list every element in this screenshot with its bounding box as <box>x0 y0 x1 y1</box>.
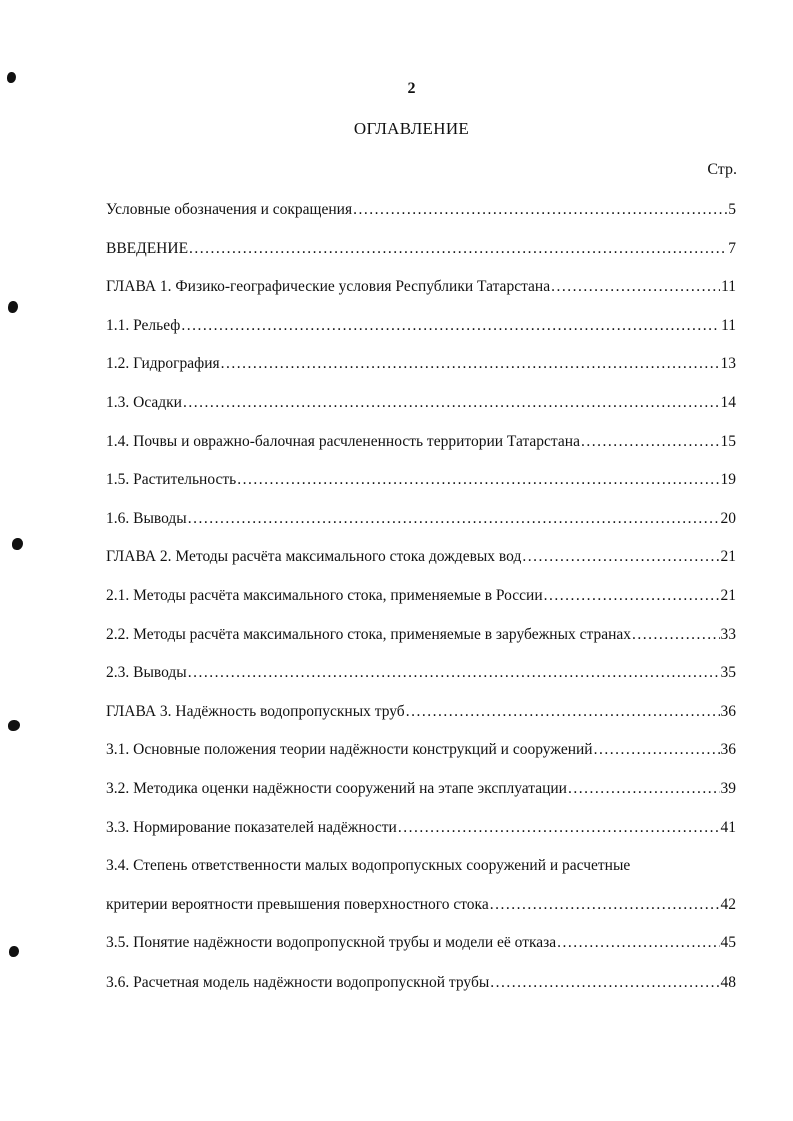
toc-leader-dots <box>544 584 720 608</box>
toc-entry <box>106 738 736 777</box>
toc-leader-dots <box>632 623 719 647</box>
toc-entry-title: Условные обозначения и сокращения <box>106 201 353 218</box>
toc-leader-dots <box>188 661 720 685</box>
toc-entry <box>106 237 736 276</box>
toc-entry-page: 42 <box>720 895 736 913</box>
toc-entry-page: 7 <box>728 239 736 257</box>
toc-entry <box>106 468 736 507</box>
toc-leader-dots <box>522 545 719 569</box>
toc-leader-dots <box>183 391 720 415</box>
toc-entry <box>106 700 736 739</box>
toc-entry-page: 11 <box>721 278 736 296</box>
toc-entry-title: 1.2. Гидрография <box>106 355 220 373</box>
toc-entry-title: 3.1. Основные положения теории надёжности конструкций и сооружений <box>106 741 593 759</box>
toc-entry-page: 21 <box>720 586 736 604</box>
toc-entry-page: 48 <box>720 974 736 992</box>
toc-entry-title: 3.6. Расчетная модель надёжности водопропускной трубы <box>106 974 490 992</box>
toc-leader-dots <box>581 430 720 454</box>
toc-entry-page: 13 <box>720 355 736 373</box>
scan-speck <box>8 720 20 731</box>
toc-leader-dots <box>551 275 720 299</box>
toc-entry-title-line2: критерии вероятности превышения поверхностного стока <box>106 895 489 913</box>
toc-entry-line2 <box>106 893 736 932</box>
toc-entry-page: 36 <box>720 741 736 759</box>
toc-entry-page: 15 <box>720 432 736 450</box>
toc-entry <box>106 777 736 816</box>
toc-entry <box>106 545 736 584</box>
toc-entry-title: 2.1. Методы расчёта максимального стока, применяемые в России <box>106 586 543 604</box>
toc-entry <box>106 661 736 700</box>
page-column-label: Стр. <box>707 161 737 178</box>
toc-entry-page: 41 <box>720 818 736 836</box>
toc-leader-dots <box>490 971 719 995</box>
scan-speck <box>8 301 18 313</box>
toc-leader-dots <box>568 777 720 801</box>
toc-entry-title: 1.6. Выводы <box>106 509 187 527</box>
toc-entry-title: 1.5. Растительность <box>106 471 237 489</box>
toc-entry-page: 14 <box>720 393 736 411</box>
toc-leader-dots <box>353 198 727 222</box>
toc-entry-page: 19 <box>720 471 736 489</box>
toc-entry-page: 36 <box>720 702 736 720</box>
toc-entry <box>106 623 736 662</box>
toc-entry-page: 35 <box>720 664 736 682</box>
toc-leader-dots <box>594 738 720 762</box>
toc-entry-title: 3.2. Методика оценки надёжности сооружений на этапе эксплуатации <box>106 779 567 797</box>
toc-entry-title: ГЛАВА 2. Методы расчёта максимального стока дождевых вод <box>106 548 522 566</box>
toc-entry-page: 33 <box>720 625 736 643</box>
toc-entry <box>106 816 736 855</box>
toc-entry-page: 20 <box>720 509 736 527</box>
toc-entry <box>106 275 736 314</box>
toc-entry-title: ГЛАВА 1. Физико-географические условия Республики Татарстана <box>106 278 551 296</box>
toc-entry-title: 2.2. Методы расчёта максимального стока, применяемые в зарубежных странах <box>106 625 632 643</box>
scan-speck <box>9 946 19 957</box>
toc-entry-title: 1.4. Почвы и овражно-балочная расчлененность территории Татарстана <box>106 432 580 450</box>
toc-entry <box>106 507 736 546</box>
toc-list <box>106 198 736 1010</box>
toc-leader-dots <box>557 931 719 955</box>
toc-entry <box>106 391 736 430</box>
toc-entry <box>106 584 736 623</box>
toc-leader-dots <box>237 468 719 492</box>
toc-entry-wrapped <box>106 854 736 931</box>
toc-leader-dots <box>188 507 720 531</box>
toc-entry-page: 21 <box>720 548 736 566</box>
toc-leader-dots <box>181 314 720 338</box>
page-number: 2 <box>407 80 416 97</box>
toc-entry-title: 2.3. Выводы <box>106 664 187 682</box>
toc-entry-title: ГЛАВА 3. Надёжность водопропускных труб <box>106 702 405 720</box>
toc-entry-title-line1: 3.4. Степень ответственности малых водопропускных сооружений и расчетные <box>106 857 631 875</box>
toc-entry <box>106 314 736 353</box>
toc-leader-dots <box>221 352 720 376</box>
toc-entry-page: 11 <box>721 316 736 334</box>
toc-entry <box>106 971 736 1010</box>
toc-entry-title: ВВЕДЕНИЕ <box>106 239 189 257</box>
toc-entry-title: 1.1. Рельеф <box>106 316 181 334</box>
toc-entry-title: 3.3. Нормирование показателей надёжности <box>106 818 397 836</box>
toc-entry <box>106 198 736 237</box>
toc-entry <box>106 352 736 391</box>
toc-leader-dots <box>490 893 720 917</box>
toc-title: ОГЛАВЛЕНИЕ <box>353 119 470 138</box>
toc-entry-page: 45 <box>720 934 736 952</box>
toc-entry <box>106 430 736 469</box>
toc-leader-dots <box>398 816 720 840</box>
toc-entry-title: 1.3. Осадки <box>106 393 182 411</box>
scan-speck <box>12 538 23 550</box>
toc-entry-page: 5 <box>728 201 736 218</box>
toc-entry <box>106 931 736 971</box>
toc-leader-dots <box>406 700 720 724</box>
toc-leader-dots <box>189 237 727 261</box>
toc-entry-page: 39 <box>720 779 736 797</box>
toc-entry-title: 3.5. Понятие надёжности водопропускной трубы и модели её отказа <box>106 934 557 952</box>
